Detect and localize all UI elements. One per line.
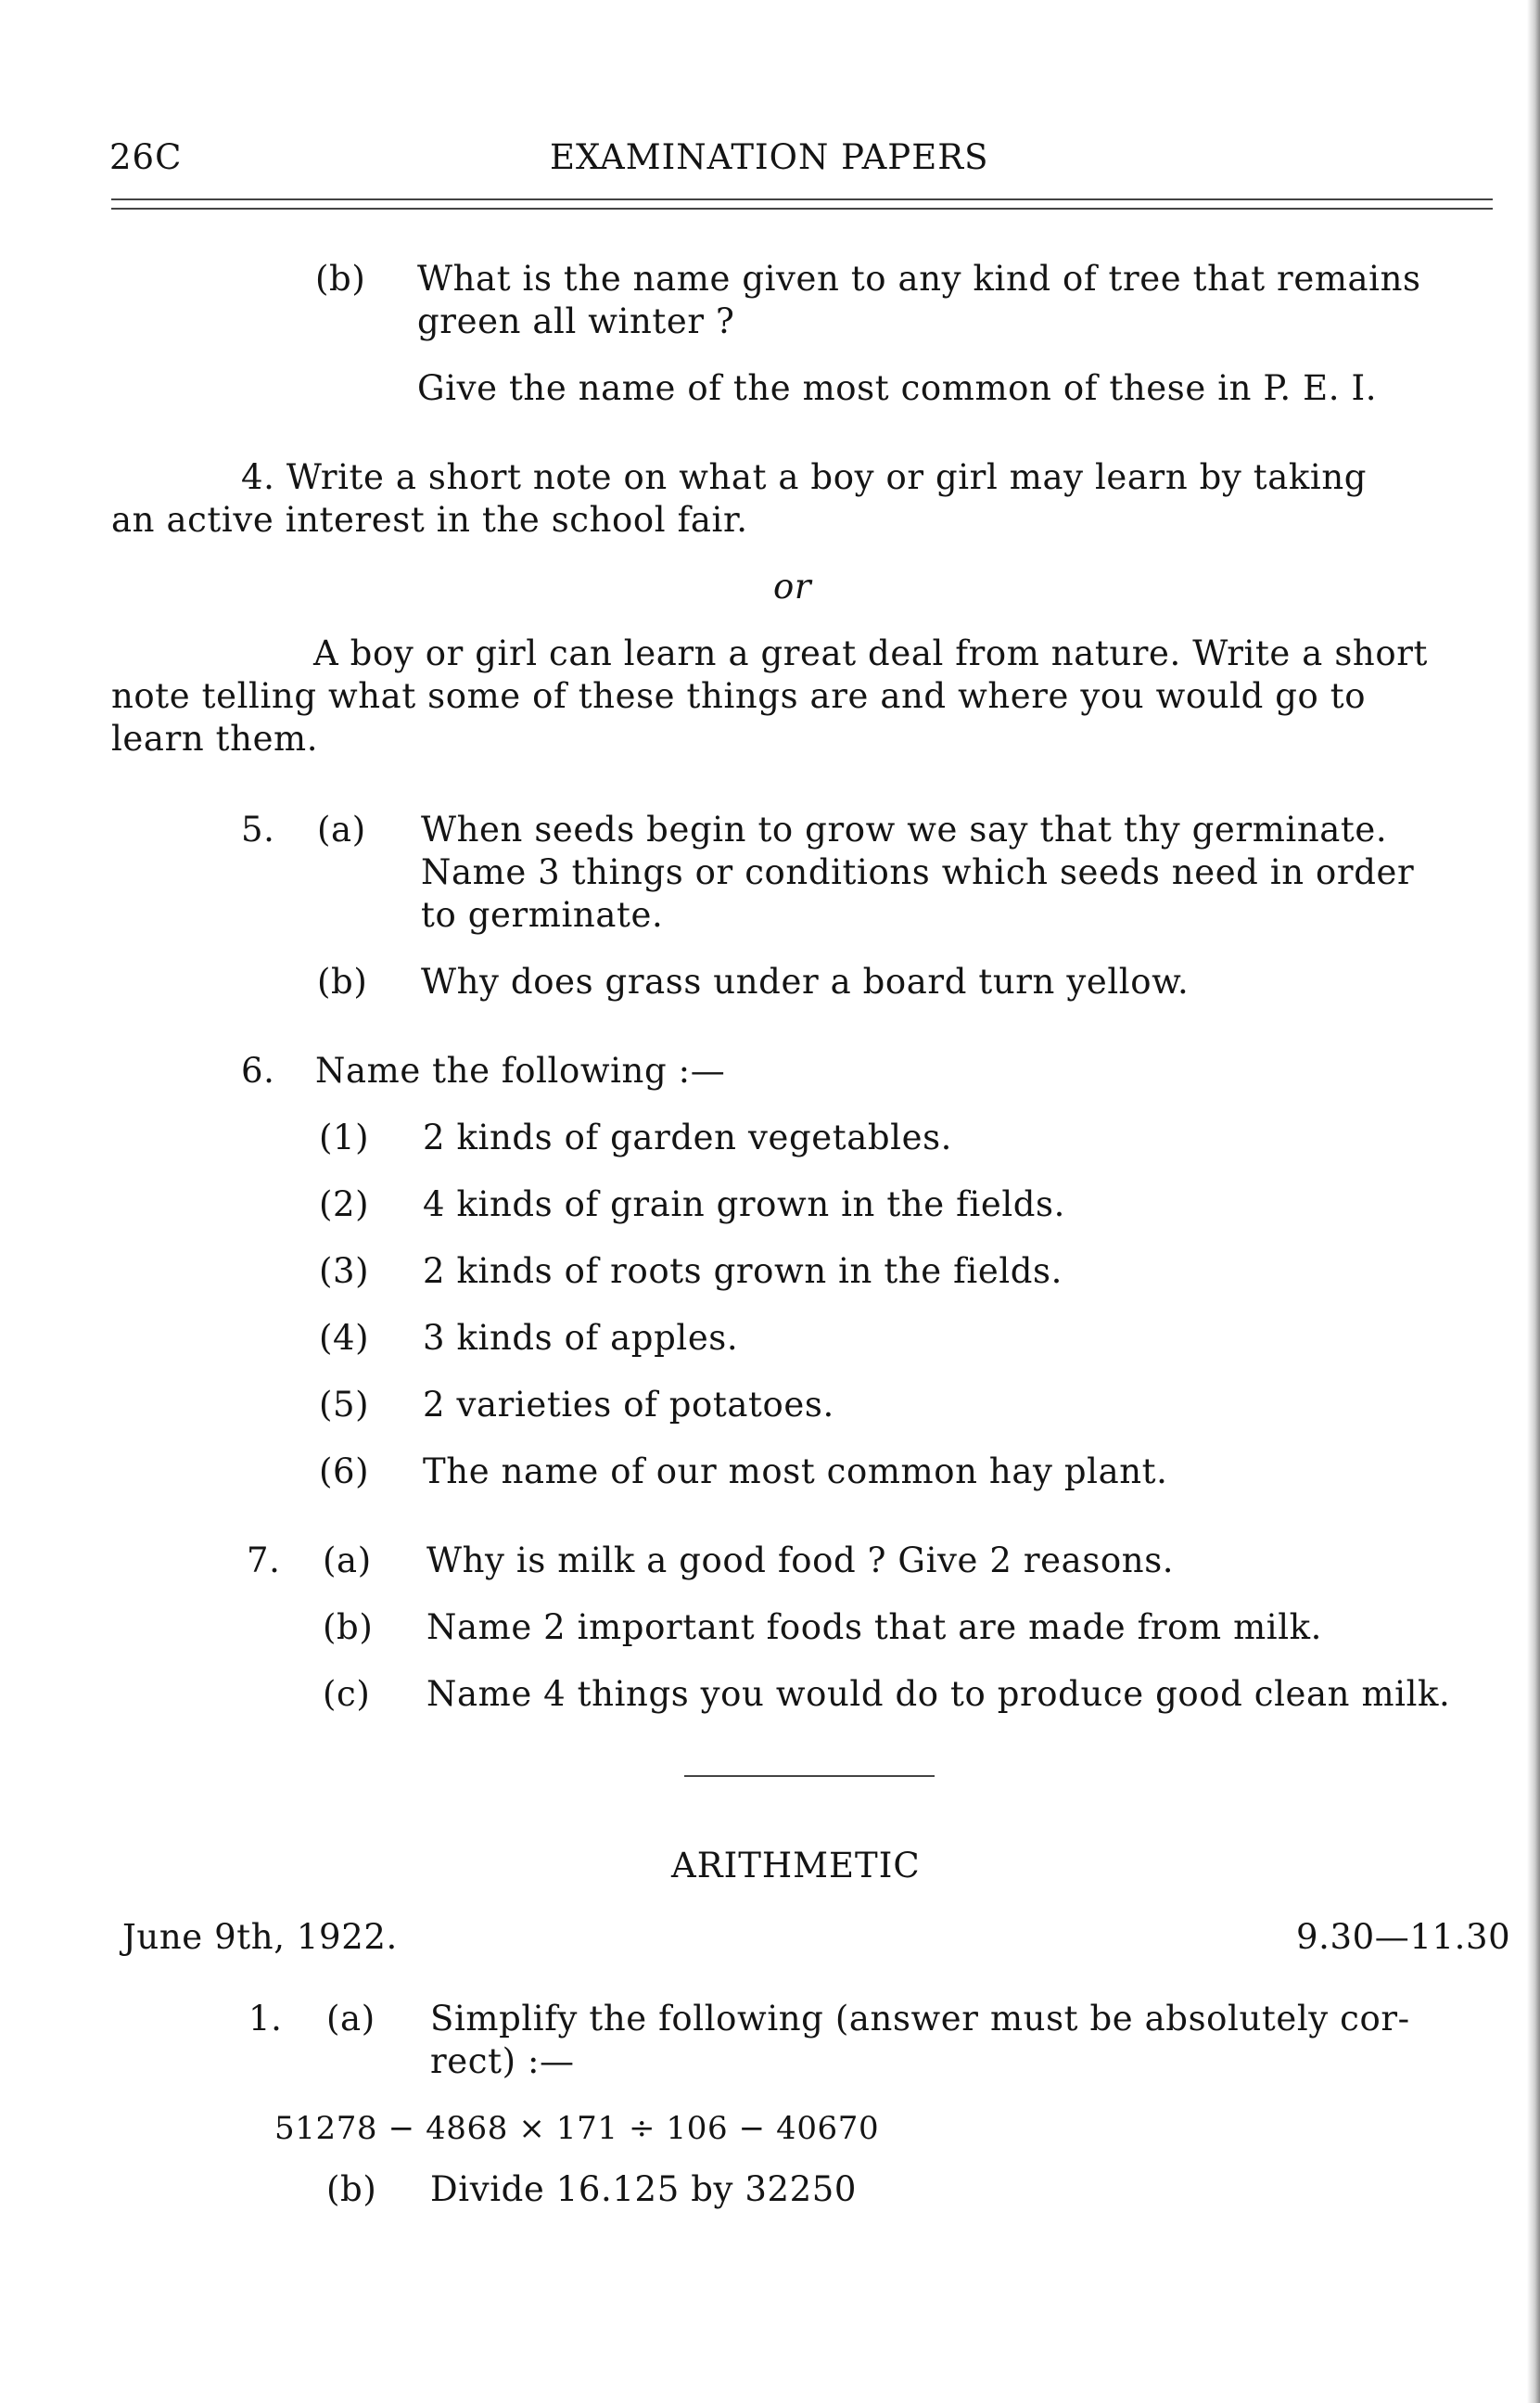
q3b-label: (b) xyxy=(315,259,366,299)
q5b-label: (b) xyxy=(317,962,368,1002)
header-rule-bottom xyxy=(111,208,1493,210)
q5a-line3: to germinate. xyxy=(421,895,664,935)
q7-item-label: (c) xyxy=(323,1674,371,1714)
arith-expression: 51278 − 4868 × 171 ÷ 106 − 40670 xyxy=(274,2110,880,2147)
arith-q1-number: 1. xyxy=(248,1999,283,2039)
q7-item-text: Name 4 things you would do to produce good clean milk. xyxy=(426,1674,1451,1714)
q5a-line1: When seeds begin to grow we say that thy germinate. xyxy=(421,810,1388,850)
q6-item-text: 2 varieties of potatoes. xyxy=(423,1385,834,1425)
q4-line2: an active interest in the school fair. xyxy=(111,500,748,540)
q7-number: 7. xyxy=(247,1540,281,1580)
q6-item-label: (2) xyxy=(319,1184,370,1224)
q4-alt-line2: note telling what some of these things are and where you would go to xyxy=(111,676,1367,716)
arith-q1a-line2: rect) :— xyxy=(430,2041,575,2081)
q6-item-label: (1) xyxy=(319,1118,370,1157)
q7-item-label: (b) xyxy=(323,1607,374,1647)
exam-time: 9.30—11.30 xyxy=(1296,1917,1511,1957)
section-heading: ARITHMETIC xyxy=(671,1846,921,1885)
q3b-line3: Give the name of the most common of these in P. E. I. xyxy=(417,368,1378,408)
q6-item-text: The name of our most common hay plant. xyxy=(423,1451,1168,1491)
q6-item-text: 2 kinds of roots grown in the fields. xyxy=(423,1251,1063,1291)
exam-date: June 9th, 1922. xyxy=(122,1917,398,1957)
page-number: 26C xyxy=(109,137,183,177)
page-edge-shadow xyxy=(1527,0,1540,2403)
q5a-label: (a) xyxy=(317,810,366,850)
q5a-line2: Name 3 things or conditions which seeds need in order xyxy=(421,852,1415,892)
q6-item-label: (4) xyxy=(319,1318,370,1358)
q4-alt-line3: learn them. xyxy=(111,719,319,759)
q4-or: or xyxy=(773,567,812,607)
page-title: EXAMINATION PAPERS xyxy=(550,137,989,177)
q4-alt-line1: A boy or girl can learn a great deal from nature. Write a short xyxy=(313,633,1428,673)
arith-q1a-label: (a) xyxy=(326,1999,375,2039)
q6-item-label: (5) xyxy=(319,1385,370,1425)
q6-number: 6. xyxy=(241,1051,275,1091)
q6-item-label: (6) xyxy=(319,1451,370,1491)
arith-q1a-line1: Simplify the following (answer must be absolutely cor- xyxy=(430,1999,1410,2039)
q6-item-text: 4 kinds of grain grown in the fields. xyxy=(423,1184,1065,1224)
arith-q1b-text: Divide 16.125 by 32250 xyxy=(430,2169,858,2209)
q6-intro: Name the following :— xyxy=(315,1051,726,1091)
q5b-text: Why does grass under a board turn yellow. xyxy=(421,962,1190,1002)
q4-line1: 4. Write a short note on what a boy or girl may learn by taking xyxy=(241,457,1368,497)
q5-number: 5. xyxy=(241,810,275,850)
q3b-line2: green all winter ? xyxy=(417,301,735,341)
q6-item-text: 2 kinds of garden vegetables. xyxy=(423,1118,953,1157)
q6-item-label: (3) xyxy=(319,1251,370,1291)
q7-item-text: Name 2 important foods that are made from milk. xyxy=(426,1607,1323,1647)
q6-item-text: 3 kinds of apples. xyxy=(423,1318,739,1358)
q7-item-text: Why is milk a good food ? Give 2 reasons. xyxy=(426,1540,1175,1580)
header-rule-top xyxy=(111,198,1493,200)
arith-q1b-label: (b) xyxy=(326,2169,377,2209)
section-divider xyxy=(684,1775,935,1777)
q3b-line1: What is the name given to any kind of tree that remains xyxy=(417,259,1421,299)
q7-item-label: (a) xyxy=(323,1540,372,1580)
